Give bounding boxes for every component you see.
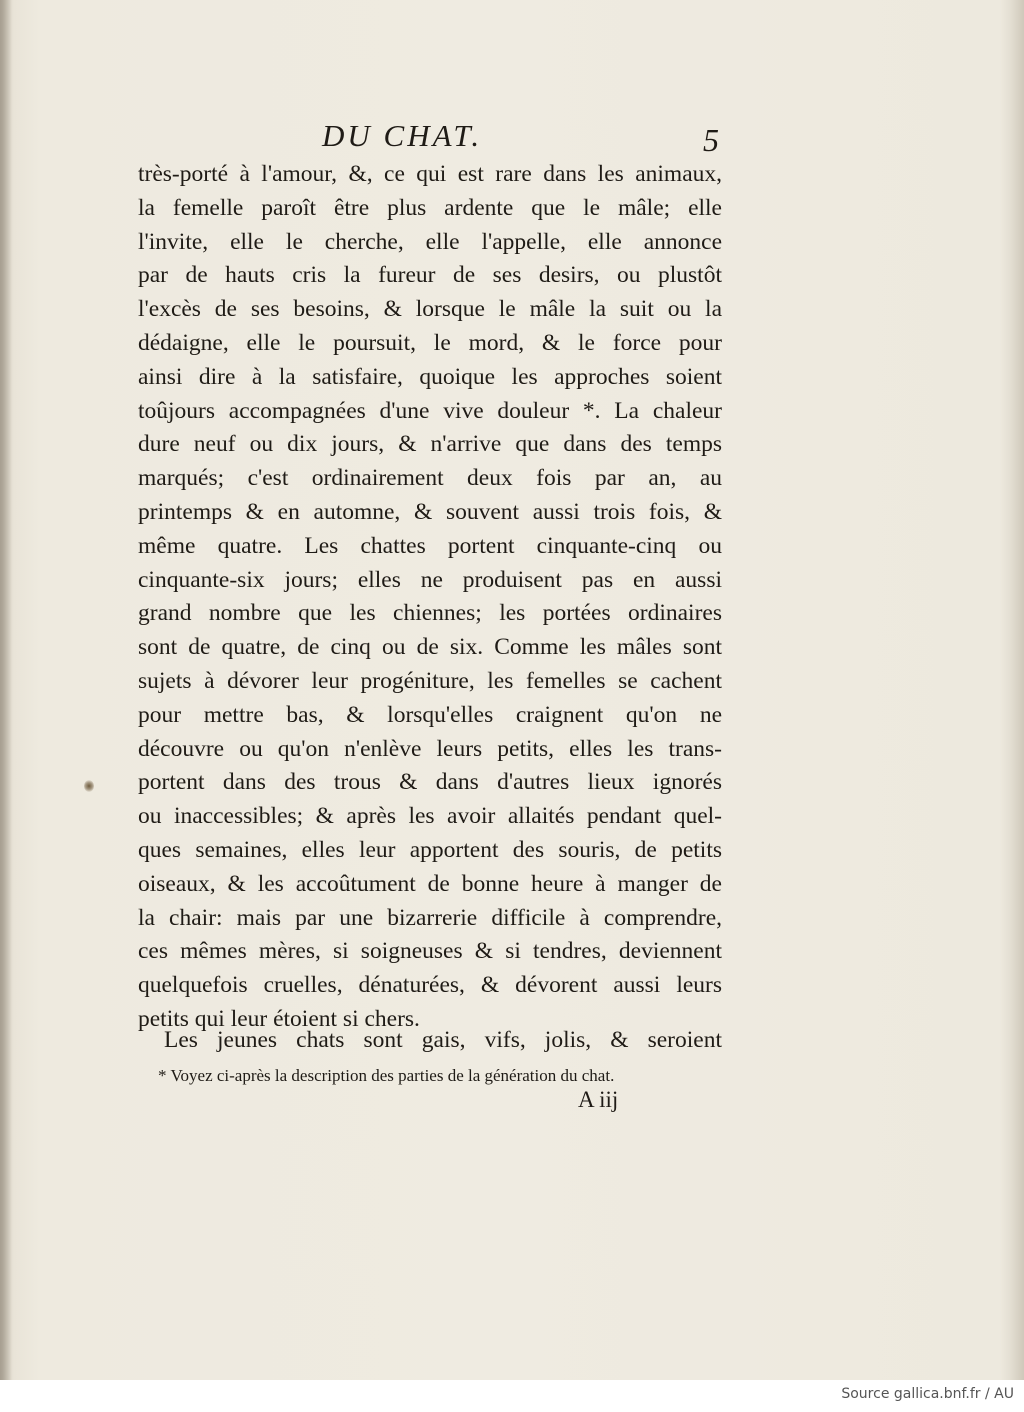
page-number: 5 (703, 122, 719, 158)
text-line: printemps & en automne, & souvent aussi trois fois, & (138, 498, 722, 525)
text-line: l'invite, elle le cherche, elle l'appelle, elle annonce (138, 228, 722, 255)
text-line: pour mettre bas, & lorsqu'elles craignent qu'on ne (138, 701, 722, 728)
text-line: ces mêmes mères, si soigneuses & si tendres, deviennent (138, 938, 722, 965)
footnote: * Voyez ci-après la description des parties de la génération du chat. (158, 1066, 615, 1085)
foxing-spot (84, 780, 94, 792)
text-line: ques semaines, elles leur apportent des souris, de petits (138, 836, 722, 863)
text-line: dure neuf ou dix jours, & n'arrive que dans des temps (138, 431, 722, 458)
second-paragraph (164, 1024, 722, 1058)
text-line: ainsi dire à la satisfaire, quoique les approches soient (138, 363, 722, 390)
body-text (138, 158, 722, 1037)
source-credit: Source gallica.bnf.fr / AU (841, 1386, 1014, 1402)
text-line: sont de quatre, de cinq ou de six. Comme les mâles sont (138, 634, 722, 661)
text-line: l'excès de ses besoins, & lorsque le mâle la suit ou la (138, 296, 722, 323)
text-line: oiseaux, & les accoûtument de bonne heure à manger de (138, 870, 722, 897)
text-line: dédaigne, elle le poursuit, le mord, & le force pour (138, 329, 722, 356)
text-line: grand nombre que les chiennes; les portées ordinaires (138, 600, 722, 627)
text-line: la femelle paroît être plus ardente que le mâle; elle (138, 194, 722, 221)
text-line: marqués; c'est ordinairement deux fois par an, au (138, 465, 722, 492)
text-line: découvre ou qu'on n'enlève leurs petits, elles les trans- (138, 735, 722, 762)
text-line: toûjours accompagnées d'une vive douleur *. La chaleur (138, 397, 722, 424)
text-line: Les jeunes chats sont gais, vifs, jolis, & seroient (164, 1027, 722, 1053)
text-line: cinquante-six jours; elles ne produisent pas en aussi (138, 566, 722, 593)
text-line: par de hauts cris la fureur de ses desirs, ou plustôt (138, 262, 722, 289)
text-line: très-porté à l'amour, &, ce qui est rare dans les animaux, (138, 161, 722, 187)
text-line: la chair: mais par une bizarrerie difficile à comprendre, (138, 904, 722, 931)
text-line: ou inaccessibles; & après les avoir allaités pendant quel- (138, 803, 722, 830)
text-line-last: petits qui leur étoient si chers. (138, 1005, 420, 1032)
text-line: quelquefois cruelles, dénaturées, & dévorent aussi leurs (138, 972, 722, 999)
text-line: portent dans des trous & dans d'autres lieux ignorés (138, 769, 722, 796)
source-bar (0, 1380, 1024, 1412)
spine-shadow (0, 0, 12, 1380)
running-title: DU CHAT. (322, 118, 483, 153)
signature-mark: A iij (578, 1087, 619, 1112)
text-line: sujets à dévorer leur progéniture, les femelles se cachent (138, 667, 722, 694)
text-line: même quatre. Les chattes portent cinquante-cinq ou (138, 532, 722, 559)
